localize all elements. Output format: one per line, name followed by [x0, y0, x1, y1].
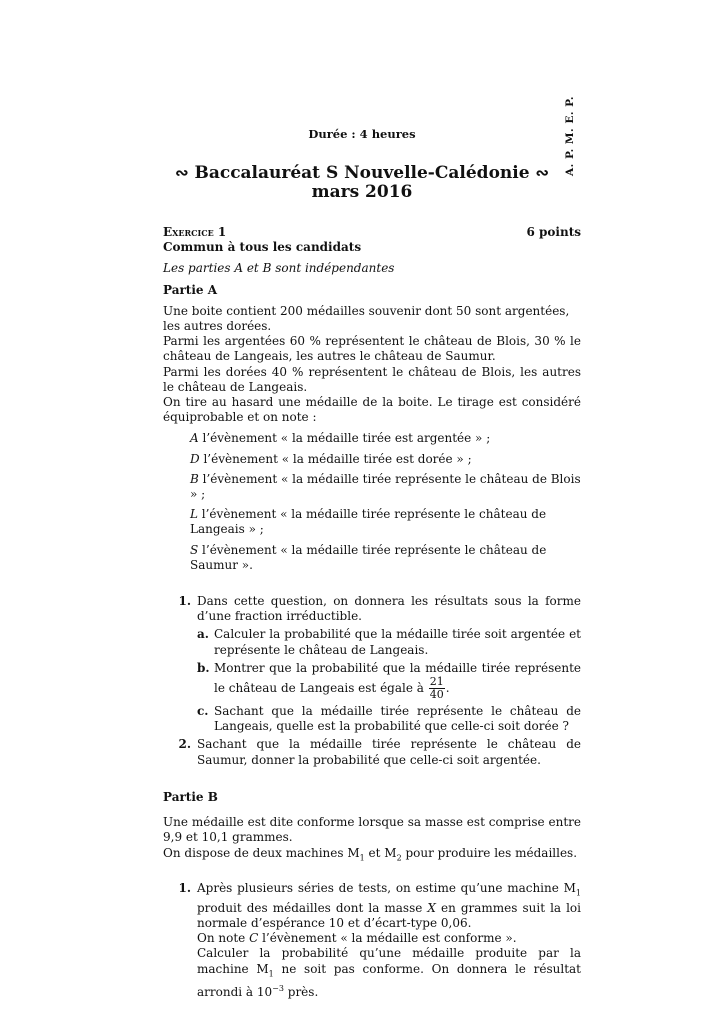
exercise-audience: Commun à tous les candidats — [163, 240, 362, 255]
page-title — [0, 163, 724, 202]
partB-intro-1: Une médaille est dite conforme lorsque sa masse est comprise entre 9,9 et 10,1 grammes. — [163, 815, 581, 845]
partB-intro-2: On dispose de deux machines $M_1$ et $M_2$ pour produire les médailles. — [163, 845, 578, 862]
exercise-note: Les parties A et B sont indépendantes — [163, 261, 395, 276]
ornament-left-icon: ∾ — [175, 163, 189, 182]
title-line-2: mars 2016 — [311, 182, 413, 202]
question-A1a: a. Calculer la probabilité que la médaille tirée soit argentée et représente le château de Langeais. — [197, 627, 581, 657]
exercise-label: Exercice 1 — [163, 225, 227, 239]
exercise-header — [163, 225, 581, 240]
partA-intro-3: Parmi les dorées 40 % représentent le château de Blois, les autres le château de Langeais. — [163, 364, 581, 394]
question-A1c: c. Sachant que la médaille tirée représente le château de Langeais, quelle est la probabilité que celle-ci soit dorée ? — [197, 704, 581, 734]
duration: Durée : 4 heures — [308, 127, 416, 141]
partA-intro-4: On tire au hasard une médaille de la boite. Le tirage est considéré équiprobable et on note : — [163, 395, 581, 425]
partA-intro-2: Parmi les argentées 60 % représentent le château de Blois, 30 % le château de Langeais, les autres le château de Saumur. — [163, 334, 581, 364]
side-label: A. P. M. E. P. — [564, 96, 576, 176]
question-A1: 1. Dans cette question, on donnera les résultats sous la forme d’une fraction irréductible. a. Calculer la probabilité que la médaille tirée soit argentée et représente le château de Langeais. b. Montrer que la probabilité que la médaille tirée représente le château de Langeais est égale à $\frac{21}{40}$ . c. Sachant que la médaille tirée représente le château de Langeais, quelle est la probabilité que celle-ci soit dorée ? — [178, 594, 581, 734]
partA-heading: Partie A — [163, 282, 218, 297]
question-B1: 1. Après plusieurs séries de tests, on estime qu’une machine $M_1$ produit des médailles dont la masse X en grammes suit la loi normale d’espérance 10 et d’écart-type 0,06. On note C l’évènement « la médaille est conforme ». Calculer la probabilité qu’une médaille produite par la machine $M_1$ ne soit pas conforme. On donnera le résultat arrondi à $10^{-3}$ près. — [178, 881, 581, 1000]
exercise-content — [163, 225, 581, 1000]
event-item: A l’évènement « la médaille tirée est argentée » ; — [190, 431, 491, 446]
title-line-1: Baccalauréat S Nouvelle-Calédonie — [194, 163, 530, 183]
exercise-points: 6 points — [526, 225, 581, 239]
event-item: L l’évènement « la médaille tirée représente le château de Langeais » ; — [190, 507, 547, 537]
fraction-21-40: $\frac{21}{40}$ — [429, 675, 444, 702]
partA-intro-1: Une boite contient 200 médailles souvenir dont 50 sont argentées, les autres dorées. — [163, 303, 570, 334]
event-item: S l’évènement « la médaille tirée représente le château de Saumur ». — [190, 542, 547, 572]
question-A1b: b. Montrer que la probabilité que la médaille tirée représente le château de Langeais est égale à $\frac{21}{40}$ . — [197, 660, 581, 702]
partB-heading: Partie B — [163, 789, 218, 804]
ornament-right-icon: ∾ — [535, 163, 549, 182]
event-item: B l’évènement « la médaille tirée représente le château de Blois » ; — [190, 471, 581, 502]
question-A2: 2. Sachant que la médaille tirée représente le château de Saumur, donner la probabilité que celle-ci soit argentée. — [178, 737, 581, 767]
event-item: D l’évènement « la médaille tirée est dorée » ; — [190, 451, 472, 466]
